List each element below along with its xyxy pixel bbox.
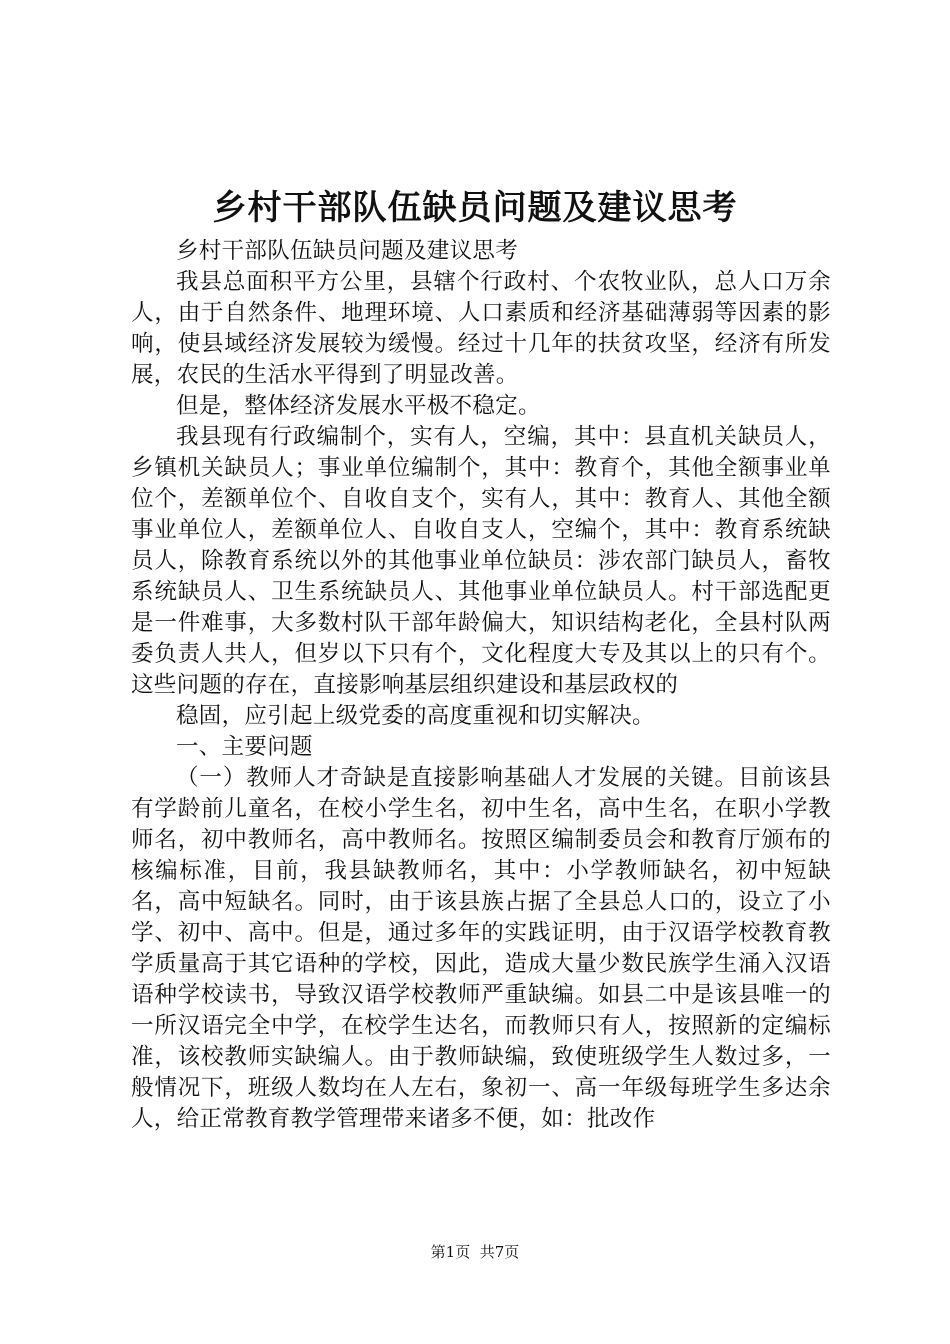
paragraph-subtitle: 乡村干部队伍缺员问题及建议思考 bbox=[176, 238, 519, 264]
paragraph-stability: 稳固，应引起上级党委的高度重视和切实解决。 bbox=[176, 703, 655, 729]
document-title: 乡村干部队伍缺员问题及建议思考 bbox=[212, 188, 738, 228]
paragraph-staffing: 我县现有行政编制个，实有人，空编，其中：县直机关缺员人，乡镇机关缺员人；事业单位编制个，其中：教育个，其他全额事业单位个，差额单位个、自收自支个，实有人，其中：教育人、其他全额事业单位人，差额单位人、自收自支人，空编个，其中：教育系统缺员人，除教育系统以外的其他事业单位缺员：涉农部门缺员人，畜牧系统缺员人、卫生系统缺员人、其他事业单位缺员人。村干部选配更是一件难事，大多数村队干部年龄偏大，知识结构老化，全县村队两委负责人共人，但岁以下只有个，文化程度大专及其以上的只有个。这些问题的存在，直接影响基层组织建设和基层政权的 bbox=[131, 424, 831, 698]
page-number-total: 共7页 bbox=[479, 1243, 520, 1261]
paragraph-economy: 但是，整体经济发展水平极不稳定。 bbox=[176, 393, 541, 419]
page-footer bbox=[0, 1242, 950, 1262]
document-body bbox=[131, 236, 831, 1135]
page-number-current: 第1页 bbox=[430, 1243, 471, 1261]
paragraph-teacher-shortage: （一）教师人才奇缺是直接影响基础人才发展的关键。目前该县有学龄前儿童名，在校小学生名，初中生名，高中生名，在职小学教师名，初中教师名，高中教师名。按照区编制委员会和教育厅颁布的核编标准，目前，我县缺教师名，其中：小学教师缺名，初中短缺名，高中短缺名。同时，由于该县族占据了全县总人口的，设立了小学、初中、高中。但是，通过多年的实践证明，由于汉语学校教育教学质量高于其它语种的学校，因此，造成大量少数民族学生涌入汉语语种学校读书，导致汉语学校教师严重缺编。如县二中是该县唯一的一所汉语完全中学，在校学生达名，而教师只有人，按照新的定编标准，该校教师实缺编人。由于教师缺编，致使班级学生人数过多，一般情况下，班级人数均在人左右，象初一、高一年级每班学生多达余人，给正常教育教学管理带来诸多不便，如：批改作 bbox=[131, 765, 831, 1132]
paragraph-overview: 我县总面积平方公里，县辖个行政村、个农牧业队，总人口万余人，由于自然条件、地理环境、人口素质和经济基础薄弱等因素的影响，使县域经济发展较为缓慢。经过十几年的扶贫攻坚，经济有所发展，农民的生活水平得到了明显改善。 bbox=[131, 269, 831, 388]
section-heading-main-issues: 一、主要问题 bbox=[176, 734, 313, 760]
